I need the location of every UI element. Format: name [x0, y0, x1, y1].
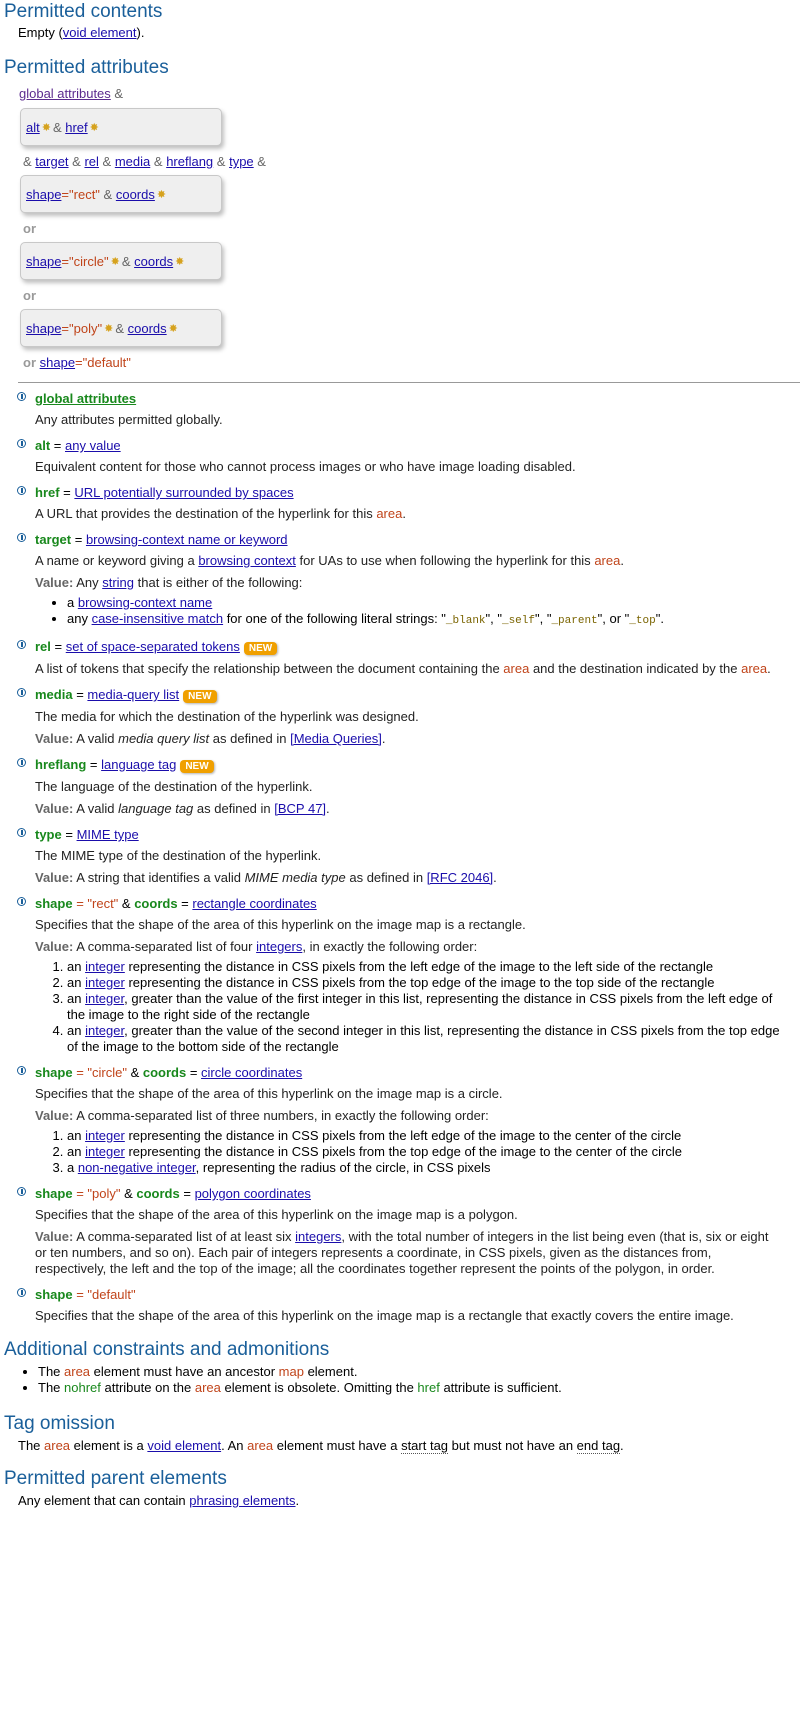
info-bullet-icon [17, 1066, 26, 1075]
integers-link[interactable]: integers [295, 1229, 342, 1244]
list-item: 4. an integer, greater than the value of the second integer in this list, representing the distance in CSS pixels from the top edge of the image to the bottom side of the rectangle [67, 1023, 780, 1055]
attr-rel: rel = set of space-separated tokens NEW A list of tokens that specify the relationship between the document containing the area and the destination indicated by the area. [0, 639, 800, 677]
phrasing-elements-link[interactable]: phrasing elements [189, 1493, 296, 1508]
list-item: 3. a non-negative integer, representing the radius of the circle, in CSS pixels [67, 1160, 800, 1176]
parents-text: Any element that can contain phrasing elements. [18, 1493, 300, 1508]
constraints-list [0, 1364, 800, 1396]
shape-rect-box: shape ="rect" & coords ✸ [20, 175, 222, 213]
integers-link[interactable]: integers [256, 939, 303, 954]
or-separator: or [23, 288, 36, 303]
integer-link[interactable]: integer [85, 975, 125, 990]
or-separator: or [23, 221, 36, 236]
media-query-type-link[interactable]: media-query list [87, 687, 180, 702]
global-attributes-link[interactable]: global attributes [35, 391, 137, 406]
new-badge: NEW [180, 760, 213, 773]
required-star-icon: ✸ [110, 255, 120, 268]
rect-values-list [35, 959, 800, 1055]
constraints-heading: Additional constraints and admonitions [4, 1339, 330, 1360]
required-star-icon: ✸ [89, 121, 99, 134]
void-element-link[interactable]: void element [147, 1438, 222, 1453]
attr-type: type = MIME type The MIME type of the destination of the hyperlink. Value: A string that identifies a valid MIME media type as defined in [RFC 2046]. [0, 827, 800, 886]
browsing-context-type-link[interactable]: browsing-context name or keyword [85, 532, 288, 547]
url-type-link[interactable]: URL potentially surrounded by spaces [74, 485, 294, 500]
attr-shape-circle: shape = "circle" & coords = circle coordinates Specifies that the shape of the area of this hyperlink on the image map is a circle. Value: A comma-separated list of three numbers, in exactly the following order: 1. an integer representing the distance in CSS pixels from the left edge of the image to the center of the circle 2. an integer representing the distance in CSS pixels from the top edge of the image to the center of the circle 3. a non-negative integer, representing the radius of the circle, in CSS pixels [0, 1065, 800, 1176]
divider [18, 382, 800, 383]
attr-global: global attributes Any attributes permitted globally. [0, 391, 800, 428]
new-badge: NEW [244, 642, 277, 655]
list-item: • any case-insensitive match for one of the following literal strings: "_blank", "_self", "_parent", or "_top". [67, 611, 800, 629]
required-star-icon: ✸ [175, 255, 185, 268]
tag-omission-text: The area element is a void element. An area element must have a start tag but must not have an end tag. [18, 1438, 624, 1453]
parents-heading: Permitted parent elements [4, 1468, 227, 1489]
info-bullet-icon [17, 1288, 26, 1297]
integer-link[interactable]: integer [85, 1023, 125, 1038]
target-link[interactable]: target [35, 154, 69, 169]
list-item: 3. an integer, greater than the value of the first integer in this list, representing the distance in CSS pixels from the left edge of the image to the right side of the rectangle [67, 991, 780, 1023]
coords-link[interactable]: coords [115, 186, 155, 202]
attr-media: media = media-query list NEW The media for which the destination of the hyperlink was designed. Value: A valid media query list as defined in [Media Queries]. [0, 687, 800, 747]
new-badge: NEW [183, 690, 216, 703]
attr-target: target = browsing-context name or keyword A name or keyword giving a browsing context for UAs to use when following the hyperlink for this area. Value: Any string that is either of the following: • a browsing-context name • any case-insensitive match for one of the following literal strings: "_blank", "_self", "_parent", or "_top". [0, 532, 800, 629]
case-insensitive-match-link[interactable]: case-insensitive match [91, 611, 224, 626]
required-star-icon: ✸ [41, 121, 51, 134]
shape-link[interactable]: shape [26, 186, 62, 202]
shape-link[interactable]: shape [39, 355, 76, 370]
mime-type-link[interactable]: MIME type [76, 827, 139, 842]
coords-link[interactable]: coords [134, 253, 174, 269]
info-bullet-icon [17, 486, 26, 495]
attr-alt: alt = any value Equivalent content for those who cannot process images or who have image loading disabled. [0, 438, 800, 475]
attr-href: href = URL potentially surrounded by spaces A URL that provides the destination of the hyperlink for this area. [0, 485, 800, 522]
attr-shape-poly: shape = "poly" & coords = polygon coordinates Specifies that the shape of the area of this hyperlink on the image map is a polygon. Value: A comma-separated list of at least six integers, with the total number of integers in the list being even (that is, six or eight or ten numbers, and so on). Each pair of integers represents a coordinate, in CSS pixels, given as the distances from, respectively, the left and the top of the image; all the coordinates together represent the points of the polygon, in order. [0, 1186, 800, 1277]
attr-shape-rect: shape = "rect" & coords = rectangle coordinates Specifies that the shape of the area of this hyperlink on the image map is a rectangle. Value: A comma-separated list of four integers, in exactly the following order: 1. an integer representing the distance in CSS pixels from the left edge of the image to the left side of the rectangle 2. an integer representing the distance in CSS pixels from the top edge of the image to the top side of the rectangle 3. an integer, greater than the value of the first integer in this list, representing the distance in CSS pixels from the left edge of the image to the right side of the rectangle 4. an integer, greater than the value of the second integer in this list, representing the distance in CSS pixels from the top edge of the image to the bottom side of the rectangle [0, 896, 800, 1055]
circle-values-list [35, 1128, 800, 1176]
media-queries-ref-link[interactable]: [Media Queries] [290, 731, 382, 746]
optional-attributes-line: & target & rel & media & hreflang & type & [23, 154, 266, 169]
info-bullet-icon [17, 688, 26, 697]
list-item: 2. an integer representing the distance in CSS pixels from the top edge of the image to the top side of the rectangle [67, 975, 780, 991]
info-bullet-icon [17, 828, 26, 837]
rectangle-coordinates-link[interactable]: rectangle coordinates [192, 896, 317, 911]
info-bullet-icon [17, 897, 26, 906]
integer-link[interactable]: integer [85, 1144, 125, 1159]
tag-omission-heading: Tag omission [4, 1413, 115, 1434]
shape-circle-box: shape ="circle" ✸ & coords ✸ [20, 242, 222, 280]
list-item: • a browsing-context name [67, 595, 800, 611]
global-attributes-line: global attributes & [19, 86, 124, 101]
shape-link[interactable]: shape [26, 253, 62, 269]
info-bullet-icon [17, 439, 26, 448]
shape-link[interactable]: shape [26, 320, 62, 336]
list-item: 1. an integer representing the distance in CSS pixels from the left edge of the image to the left side of the rectangle [67, 959, 780, 975]
circle-coordinates-link[interactable]: circle coordinates [201, 1065, 303, 1080]
rel-link[interactable]: rel [84, 154, 99, 169]
any-value-link[interactable]: any value [65, 438, 121, 453]
permitted-attributes-heading: Permitted attributes [4, 57, 169, 78]
type-link[interactable]: type [229, 154, 254, 169]
browsing-context-link[interactable]: browsing context [198, 553, 296, 568]
polygon-coordinates-link[interactable]: polygon coordinates [194, 1186, 311, 1201]
shape-default-line: or shape="default" [23, 355, 131, 370]
string-link[interactable]: string [102, 575, 135, 590]
target-values-list [35, 595, 800, 629]
integer-link[interactable]: integer [85, 991, 125, 1006]
required-star-icon: ✸ [168, 322, 178, 335]
shape-poly-box: shape ="poly" ✸ & coords ✸ [20, 309, 222, 347]
alt-link[interactable]: alt [26, 119, 40, 135]
permitted-contents-heading: Permitted contents [4, 1, 163, 22]
rfc2046-ref-link[interactable]: [RFC 2046] [426, 870, 494, 885]
info-bullet-icon [17, 1187, 26, 1196]
hreflang-link[interactable]: hreflang [166, 154, 214, 169]
href-link[interactable]: href [65, 119, 88, 135]
language-tag-type-link[interactable]: language tag [101, 757, 177, 772]
integer-link[interactable]: integer [85, 959, 125, 974]
info-bullet-icon [17, 758, 26, 767]
list-item: 2. an integer representing the distance in CSS pixels from the top edge of the image to the center of the circle [67, 1144, 800, 1160]
tokens-type-link[interactable]: set of space-separated tokens [65, 639, 240, 654]
attr-shape-default: shape = "default" Specifies that the shape of the area of this hyperlink on the image map is a rectangle that exactly covers the entire image. [0, 1287, 800, 1324]
integer-link[interactable]: integer [85, 1128, 125, 1143]
required-star-icon: ✸ [156, 188, 167, 201]
media-link[interactable]: media [114, 154, 151, 169]
list-item: • The nohref attribute on the area element is obsolete. Omitting the href attribute is sufficient. [38, 1380, 800, 1396]
list-item: • The area element must have an ancestor map element. [38, 1364, 800, 1380]
permitted-contents-text: Empty (void element). [18, 25, 145, 40]
list-item: 1. an integer representing the distance in CSS pixels from the left edge of the image to the center of the circle [67, 1128, 800, 1144]
coords-link[interactable]: coords [127, 320, 167, 336]
browsing-context-name-link[interactable]: browsing-context name [77, 595, 213, 610]
non-negative-integer-link[interactable]: non-negative integer [77, 1160, 196, 1175]
global-attributes-link[interactable]: global attributes [19, 86, 111, 101]
required-star-icon: ✸ [104, 322, 114, 335]
info-bullet-icon [17, 392, 26, 401]
info-bullet-icon [17, 640, 26, 649]
info-bullet-icon [17, 533, 26, 542]
alt-href-box: alt ✸ & href ✸ [20, 108, 222, 146]
void-element-link[interactable]: void element [62, 25, 137, 40]
bcp47-ref-link[interactable]: [BCP 47] [274, 801, 327, 816]
attr-hreflang: hreflang = language tag NEW The language of the destination of the hyperlink. Value: A valid language tag as defined in [BCP 47]. [0, 757, 800, 817]
